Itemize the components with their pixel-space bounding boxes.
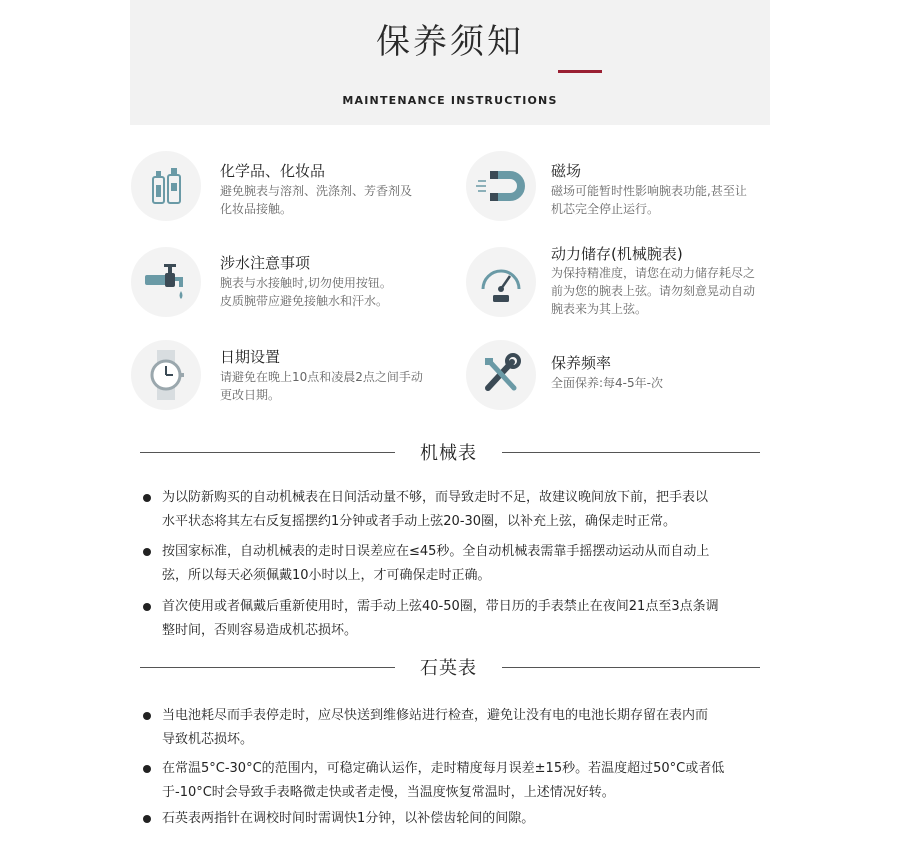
bullet-dot xyxy=(143,815,151,823)
bottles-icon xyxy=(131,151,201,221)
divider-line xyxy=(502,667,760,668)
page-title: 保养须知 xyxy=(376,22,524,62)
item-desc-chemicals: 避免腕表与溶剂、洗涤剂、芳香剂及 化妆品接触。 xyxy=(220,184,413,216)
item-title-chemicals: 化学品、化妆品 xyxy=(220,162,326,180)
section-title: 石英表 xyxy=(420,658,477,679)
tools-icon xyxy=(466,340,536,410)
bullet-dot xyxy=(143,548,151,556)
item-desc-magnetism: 磁场可能暂时性影响腕表功能,甚至让 机芯完全停止运行。 xyxy=(551,184,747,216)
item-desc-water: 腕表与水接触时,切勿使用按钮。 皮质腕带应避免接触水和汗水。 xyxy=(220,276,392,308)
item-title-water: 涉水注意事项 xyxy=(220,254,311,272)
divider-line xyxy=(502,452,760,453)
section-title: 机械表 xyxy=(420,443,477,464)
mechanical-paragraph-3: 首次使用或者佩戴后重新使用时，需手动上弦40-50圈，带日历的手表禁止在夜间21点至3点条调 整时间，否则容易造成机芯损坏。 xyxy=(162,599,719,638)
bullet-dot xyxy=(143,494,151,502)
item-desc-service: 全面保养:每4-5年-次 xyxy=(551,376,663,390)
section-heading-mechanical xyxy=(140,437,760,467)
gauge-icon xyxy=(466,247,536,317)
quartz-paragraph-1: 当电池耗尽而手表停走时，应尽快送到维修站进行检查，避免让没有电的电池长期存留在表内而 导致机芯损坏。 xyxy=(162,708,709,747)
header-banner xyxy=(130,0,770,125)
quartz-paragraph-2: 在常温5°C-30°C的范围内，可稳定确认运作，走时精度每月误差±15秒。若温度超过50°C或者低 于-10°C时会导致手表略微走快或者走慢，当温度恢复常温时，上述情况好转。 xyxy=(162,761,725,800)
bullet-dot xyxy=(143,603,151,611)
magnet-icon xyxy=(466,151,536,221)
bullet-dot xyxy=(143,765,151,773)
title-accent-bar xyxy=(558,70,602,73)
divider-line xyxy=(140,667,395,668)
mechanical-paragraph-1: 为以防新购买的自动机械表在日间活动量不够，而导致走时不足，故建议晚间放下前，把手表以 水平状态将其左右反复摇摆约1分钟或者手动上弦20-30圈，以补充上弦，确保走时正常。 xyxy=(162,490,709,529)
item-desc-date: 请避免在晚上10点和凌晨2点之间手动 更改日期。 xyxy=(220,370,423,402)
item-title-date: 日期设置 xyxy=(220,348,281,366)
mechanical-paragraph-2: 按国家标准，自动机械表的走时日误差应在≤45秒。全自动机械表需靠手摇摆动运动从而自动上 弦，所以每天必须佩戴10小时以上，才可确保走时正确。 xyxy=(162,544,710,583)
page-subtitle: MAINTENANCE INSTRUCTIONS xyxy=(342,94,558,107)
item-title-service: 保养频率 xyxy=(551,354,612,372)
section-heading-quartz xyxy=(140,652,760,682)
item-title-power-reserve: 动力储存(机械腕表) xyxy=(551,245,683,263)
bullet-dot xyxy=(143,712,151,720)
watch-icon xyxy=(131,340,201,410)
divider-line xyxy=(140,452,395,453)
item-desc-power-reserve: 为保持精准度，请您在动力储存耗尽之 前为您的腕表上弦。请勿刻意晃动自动 腕表来为其上弦。 xyxy=(551,266,756,316)
quartz-paragraph-3: 石英表两指针在调校时间时需调快1分钟，以补偿齿轮间的间隙。 xyxy=(162,811,535,826)
item-title-magnetism: 磁场 xyxy=(551,162,582,180)
faucet-icon xyxy=(131,247,201,317)
